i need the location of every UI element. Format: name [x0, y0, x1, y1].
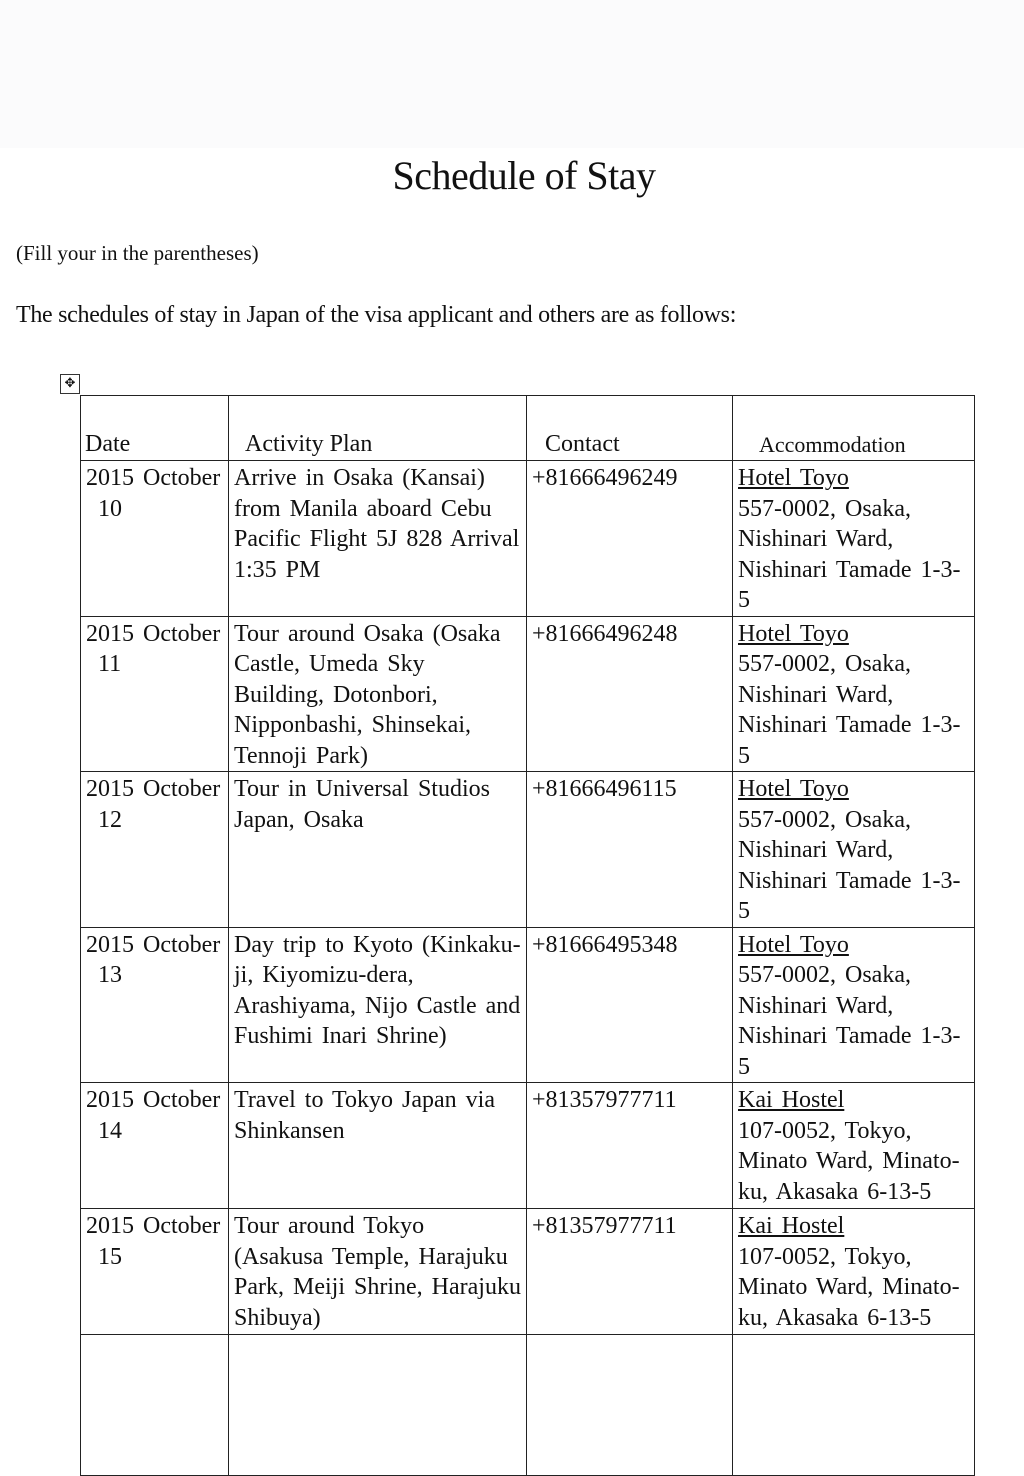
hotel-address: 557-0002, Osaka, Nishinari Ward, Nishinari Tamade 1-3-5: [738, 495, 961, 613]
table-row: [81, 616, 975, 772]
activity-cell[interactable]: [229, 616, 527, 772]
date-day: 13: [98, 962, 122, 988]
table-anchor-icon[interactable]: ✥: [60, 374, 80, 394]
activity-cell[interactable]: [229, 461, 527, 617]
accommodation-cell[interactable]: [733, 927, 975, 1083]
table-row: [81, 772, 975, 928]
hotel-name: Hotel Toyo: [738, 620, 849, 647]
activity-cell[interactable]: [229, 1209, 527, 1335]
table-row: [81, 1209, 975, 1335]
instruction-note: (Fill your in the parentheses): [16, 241, 259, 265]
date-month: 2015 October: [86, 1087, 221, 1113]
accommodation-cell-empty[interactable]: [733, 1335, 975, 1476]
accommodation-cell[interactable]: [733, 772, 975, 928]
table-row-empty: [81, 1335, 975, 1476]
page-top-band: [0, 0, 1024, 148]
contact-cell-empty[interactable]: [527, 1335, 733, 1476]
date-month: 2015 October: [86, 620, 221, 647]
date-month: 2015 October: [86, 776, 221, 802]
date-cell-empty[interactable]: [81, 1335, 229, 1476]
date-day: 12: [98, 806, 122, 833]
accommodation-cell[interactable]: [733, 461, 975, 617]
activity-text: Tour in Universal Studios Japan, Osaka: [234, 776, 490, 833]
activity-cell[interactable]: [229, 927, 527, 1083]
activity-cell[interactable]: [229, 772, 527, 928]
date-month: 2015 October: [86, 465, 221, 491]
date-cell[interactable]: [81, 461, 229, 617]
date-cell[interactable]: [81, 1209, 229, 1335]
hotel-address: 107-0052, Tokyo, Minato Ward, Minato-ku, Akasaka 6-13-5: [738, 1117, 960, 1205]
date-day: 14: [98, 1117, 122, 1144]
header-accommodation: Accommodation: [733, 396, 975, 461]
hotel-name: Hotel Toyo: [738, 776, 849, 802]
activity-text: Arrive in Osaka (Kansai) from Manila aboard Cebu Pacific Flight 5J 828 Arrival 1:35 PM: [234, 465, 520, 583]
activity-text: Tour around Osaka (Osaka Castle, Umeda Sky Building, Dotonbori, Nipponbashi, Shinsekai, Tennoji Park): [234, 620, 501, 769]
contact-text: +81666496249: [532, 465, 678, 491]
hotel-address: 557-0002, Osaka, Nishinari Ward, Nishinari Tamade 1-3-5: [738, 962, 961, 1080]
hotel-name: Kai Hostel: [738, 1087, 845, 1113]
date-day: 15: [98, 1243, 122, 1270]
hotel-address: 107-0052, Tokyo, Minato Ward, Minato-ku, Akasaka 6-13-5: [738, 1243, 960, 1331]
contact-text: +81666496115: [532, 776, 677, 802]
activity-text: Tour around Tokyo (Asakusa Temple, Harajuku Park, Meiji Shrine, Harajuku Shibuya): [234, 1213, 521, 1331]
accommodation-cell[interactable]: [733, 616, 975, 772]
contact-cell[interactable]: [527, 461, 733, 617]
contact-text: +81666495348: [532, 931, 678, 958]
hotel-name: Hotel Toyo: [738, 465, 849, 491]
table-header-row: [81, 396, 975, 461]
page-title: Schedule of Stay: [392, 153, 656, 198]
contact-text: +81357977711: [532, 1213, 677, 1239]
activity-cell-empty[interactable]: [229, 1335, 527, 1476]
date-cell[interactable]: [81, 927, 229, 1083]
accommodation-cell[interactable]: [733, 1209, 975, 1335]
date-day: 11: [98, 651, 122, 677]
date-day: 10: [98, 495, 122, 522]
date-month: 2015 October: [86, 1213, 221, 1239]
date-cell[interactable]: [81, 616, 229, 772]
date-month: 2015 October: [86, 931, 221, 958]
contact-cell[interactable]: [527, 927, 733, 1083]
header-date: Date: [81, 396, 229, 461]
table-row: [81, 1083, 975, 1209]
header-activity-plan: Activity Plan: [229, 396, 527, 461]
accommodation-cell[interactable]: [733, 1083, 975, 1209]
activity-cell[interactable]: [229, 1083, 527, 1209]
schedule-table: [80, 395, 975, 1476]
table-row: [81, 461, 975, 617]
hotel-address: 557-0002, Osaka, Nishinari Ward, Nishinari Tamade 1-3-5: [738, 806, 961, 924]
intro-paragraph: The schedules of stay in Japan of the visa applicant and others are as follows:: [16, 302, 737, 328]
contact-text: +81666496248: [532, 620, 678, 647]
date-cell[interactable]: [81, 772, 229, 928]
hotel-address: 557-0002, Osaka, Nishinari Ward, Nishinari Tamade 1-3-5: [738, 651, 961, 769]
hotel-name: Hotel Toyo: [738, 931, 849, 958]
activity-text: Travel to Tokyo Japan via Shinkansen: [234, 1087, 495, 1144]
hotel-name: Kai Hostel: [738, 1213, 845, 1239]
contact-cell[interactable]: [527, 616, 733, 772]
contact-cell[interactable]: [527, 772, 733, 928]
header-contact: Contact: [527, 396, 733, 461]
contact-cell[interactable]: [527, 1083, 733, 1209]
contact-text: +81357977711: [532, 1087, 677, 1113]
contact-cell[interactable]: [527, 1209, 733, 1335]
activity-text: Day trip to Kyoto (Kinkaku-ji, Kiyomizu-dera, Arashiyama, Nijo Castle and Fushimi Inari Shrine): [234, 931, 521, 1049]
table-row: [81, 927, 975, 1083]
date-cell[interactable]: [81, 1083, 229, 1209]
